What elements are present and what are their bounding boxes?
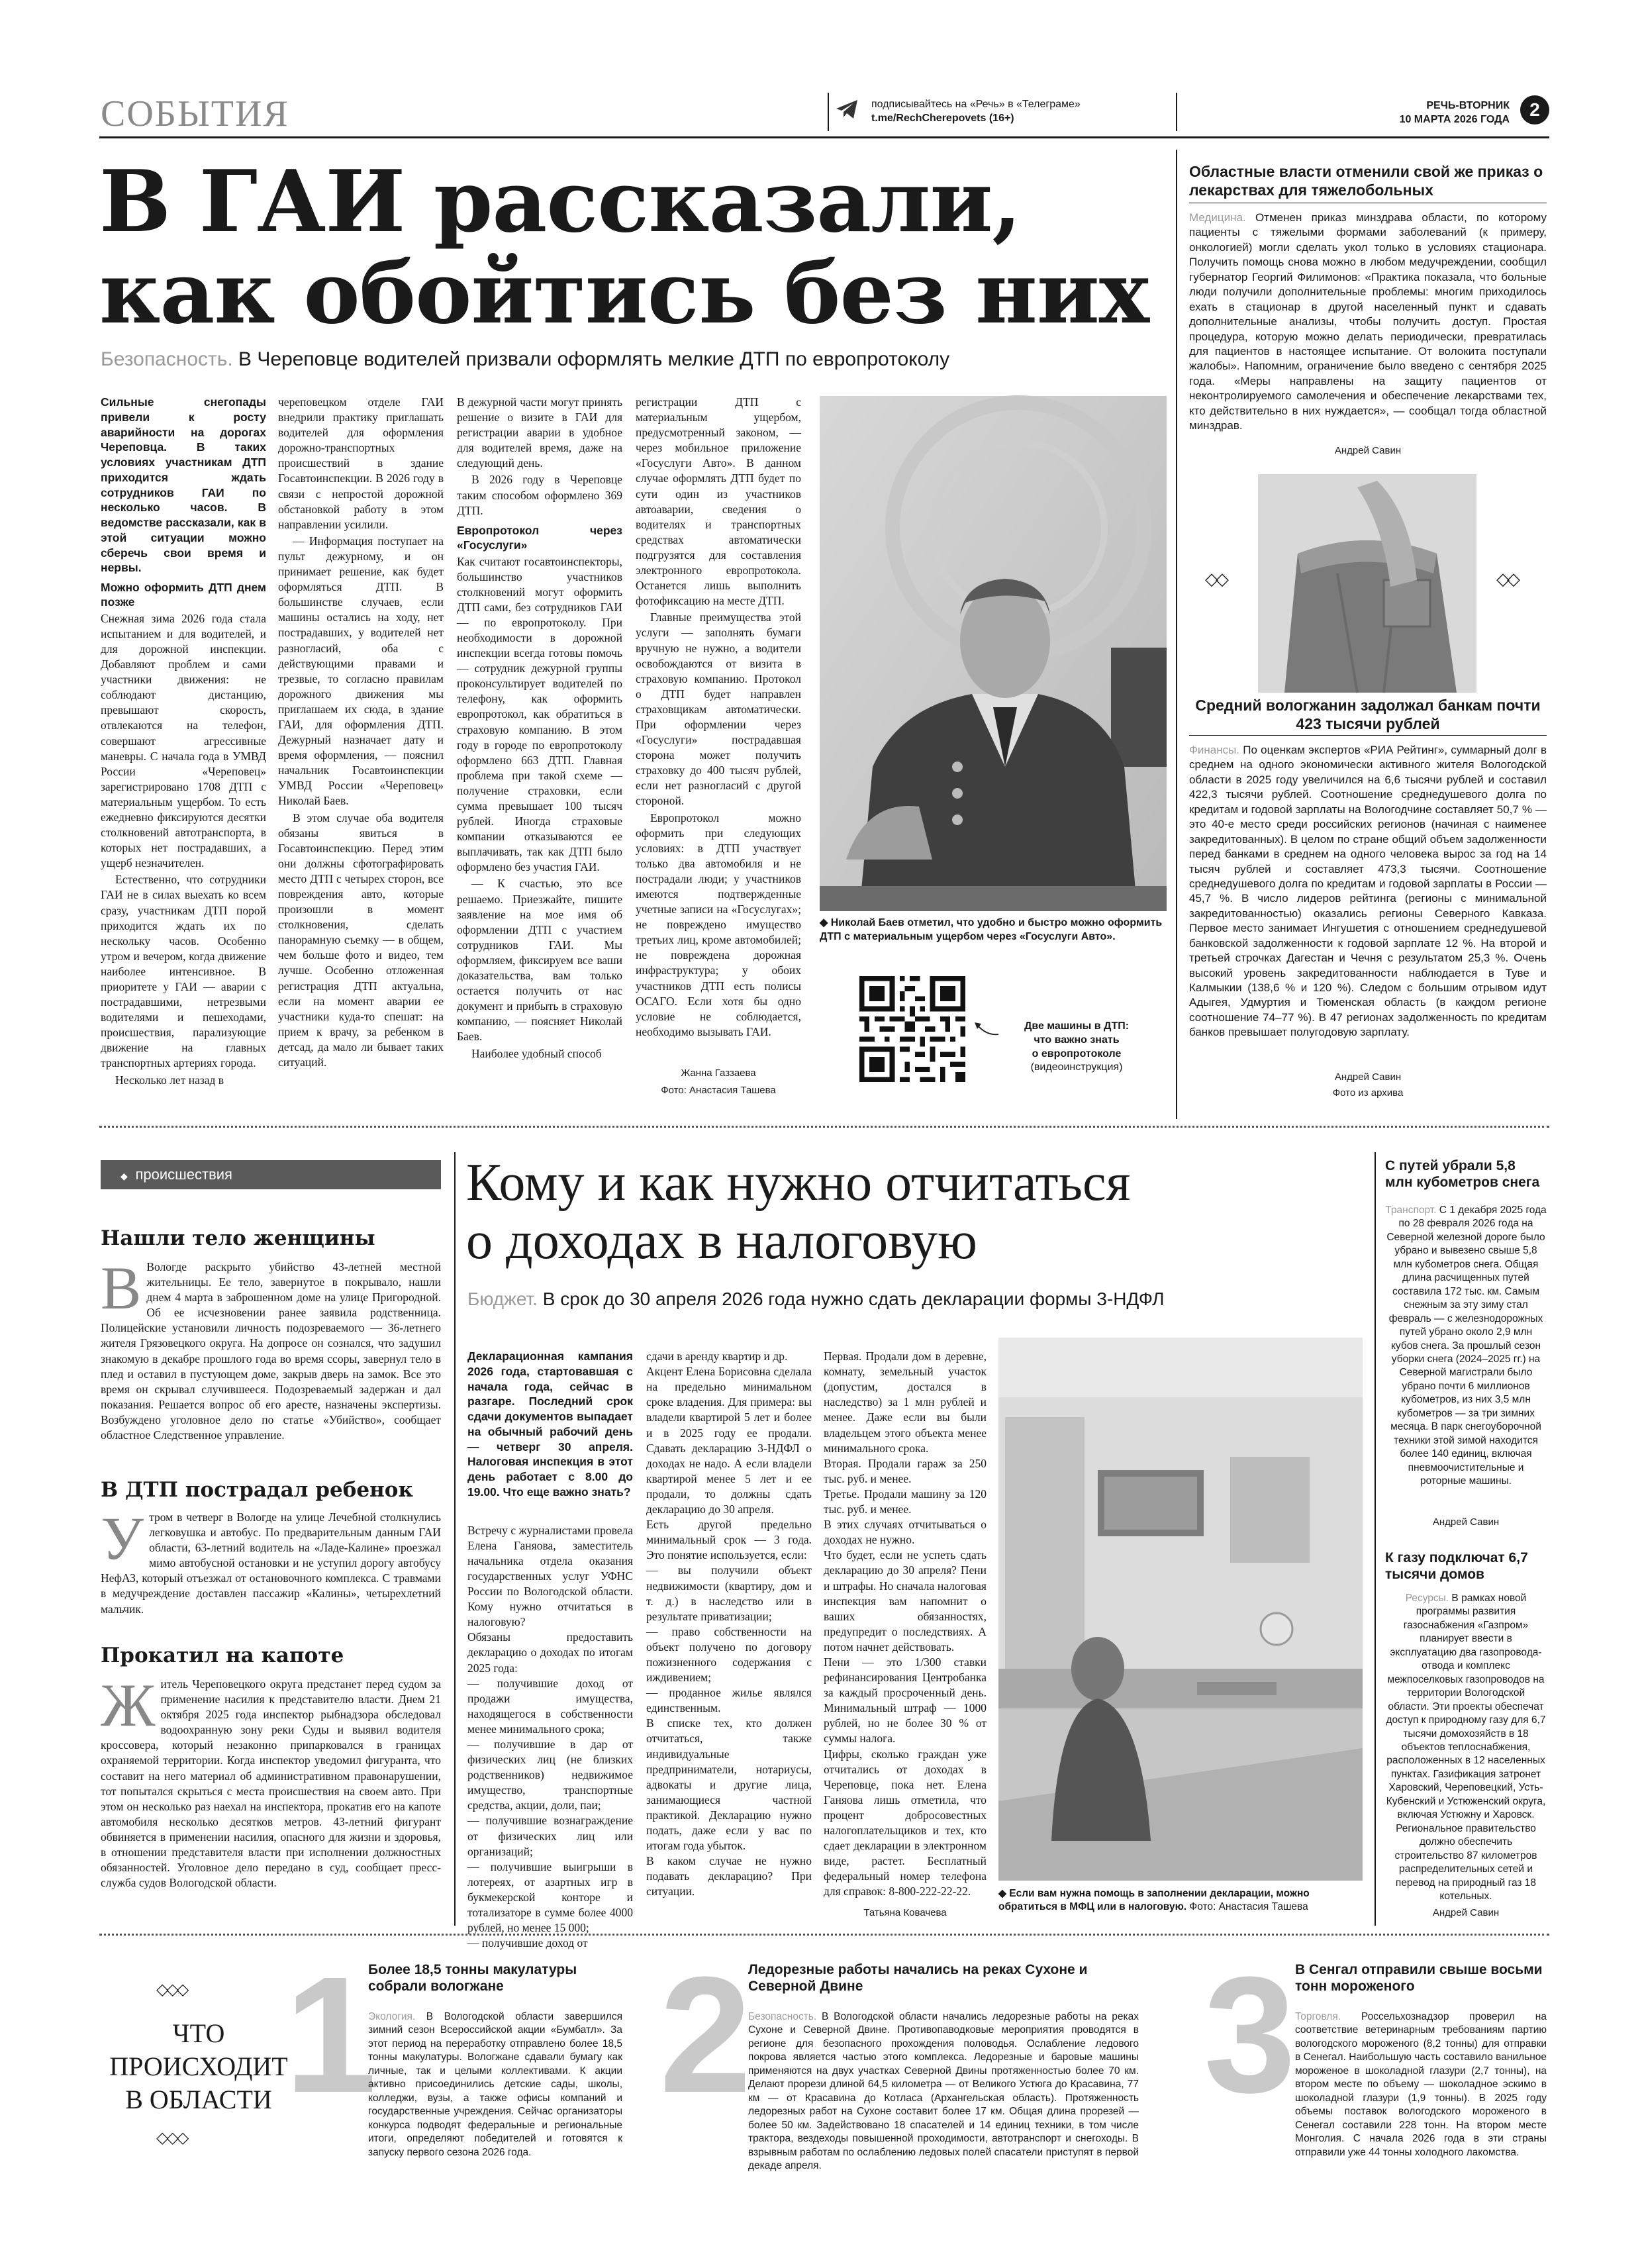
main-col2-p3: В этом случае оба водителя обязаны явиться в Госавтоинспекцию. Перед этим они должны сфотографировать место ДТП с четырех сторон, все повреждения авто, которые произошли в момент столкновения, сделать панорамную съемку — в общем, чем больше фото и видео, тем лучше. Особенно отложенная регистрация ДТП актуальна, если на момент аварии ее участники куда-то спешат: на прием к врачу, за ребенком в детсад, да мало ли бывает таких ситуаций. bbox=[278, 811, 444, 1069]
main-author: Жанна Газзаева bbox=[681, 1067, 756, 1079]
brief-2-body: В Вологодской области начались ледорезные работы на реках Сухоне и Северной Двине. Противопаводковые мероприятия проводятся в регионе для безопасного прохождения половодья. Ослабление ледового покрова является частью этого комплекса. Ледорезные и баровые машины применяются на двух участках Северной Двины протяженностью более 70 км. Делают прорези длиной 64,5 километра — от Великого Устюга до Красавина, 77 км — от Красавина до Котласа (Архангельская область). Протяженность ледорезных работ на Сухоне составит более 17 км. Общая длина прорезей — более 50 км. Задействовано 18 спасателей и 14 единиц техники, в том числе трактора, вездеходы повышенной проходимости, автотранспорт и снегоходы. В взрывным работам по ослаблению ледовых полей спасатели приступят в первой декаде апреля. bbox=[748, 2011, 1139, 2171]
main-sub-2: Европротокол через «Госуслуги» bbox=[457, 523, 622, 552]
main-col3-p3: Как считают госавтоинспекторы, большинство участников столкновений могут оформить ДТП сами, без сотрудников ГАИ — по европротоколу. При необходимости в дорожной инспекции всегда готовы помочь — сотрудник дежурной группы проконсультирует водителей по телефону, как оформить европротокол, как обратиться в страховую компанию. В этом году в городе по европротоколу оформлено 663 ДТП. Главная проблема при такой схеме — получение страховки, если сумма превышает 100 тысяч рублей. Иногда страховые компании отказываются ее выплачивать, так как ДТП было оформлено без участия ГАИ. bbox=[457, 554, 622, 874]
brief-3-rubric: Торговля. bbox=[1295, 2011, 1341, 2022]
paper-issue: РЕЧЬ-ВТОРНИК bbox=[1426, 100, 1510, 111]
medicine-body: Отменен приказ минздрава области, по которому пациенты с тяжелыми формами заболеваний (к примеру, онкологией) могли сделать укол только в условиях стационара. Получить помощь снова можно в любом медучреждении, сообщил губернатор Георгий Филимонов: «Практика показала, что больные люди получили дополнительные проблемы: многим приходилось ехать в стационар в другой населенный пункт и сдавать дополнительные анализы, чтобы получить доступ. Простая процедура, которую можно делать периодически, превратилась для пациентов в настоящее испытание. От волокитa поступали жалобы». Напомним, ограничение было введено с сентября 2025 года. «Меры направлены на защиту пациентов от неконтролируемого самолечения и обеспечение лекарствами тех, кто действительно в них нуждается», — сообщал тогда областной минздрав. bbox=[1189, 211, 1547, 432]
caption-marker-icon: ◆ bbox=[820, 917, 831, 928]
main-headline-line1: В ГАИ рассказали, bbox=[99, 152, 1021, 252]
region-ornament-bottom-icon: ◇◇◇ bbox=[156, 2130, 187, 2147]
incident-1-body: Вологде раскрыто убийство 43-летней местной жительницы. Ее тело, завернутое в покрывало, нашли днем 4 марта в заброшенном доме на улице Пригородной. Об ее исчезновении ранее заявила родственница. Полицейские установили личность подозреваемого — 36-летнего жителя Грязовецкого округа. На допросе он сознался, что задушил знакомую в декабре прошлого года во время ссоры, завернул тело в плед и оставил в пустующем доме, закрыв дверь на замок. Все это время он скрывал случившееся. Подозреваемый задержан и дал показания. Решается вопрос об его аресте, назначены экспертизы. Возбуждено уголовное дело по статье «Убийство», сообщает областное Следственное управление. bbox=[101, 1260, 441, 1442]
brief-3-headline: В Сенгал отправили свыше восьми тонн мороженого bbox=[1295, 1962, 1543, 1995]
qr-code[interactable] bbox=[859, 976, 965, 1082]
incident-2-body: тром в четверг в Вологде на улице Лечебной столкнулись легковушка и автобус. По предварительным данным ГАИ области, 63-летний водитель на «Ладе-Калине» проезжал мимо автобусной остановки и не уступил дорогу автобусу НефАЗ, который отъезжал от остановочного комплекса. С травмами в медучреждение доставлен пассажир «Калины», четырехлетний мальчик. bbox=[101, 1510, 441, 1616]
tax-col2-body: сдачи в аренду квартир и др. Акцент Елена Борисовна сделала на предельно минимальном сроке владения. Для примера: вы владели квартирой 5 лет и более и в 2025 году ее продали. Сдавать декларацию 3-НДФЛ о доходах не надо. А если владели квартирой менее 5 лет и ее продали, то должны сдать декларацию до 30 апреля. Есть другой предельно минимальный срок — 3 года. Это понятие используется, если: — вы получили объект недвижимости (квартиру, дом и т. д.) в наследство или в результате приватизации; — право собственности на объект получено по договору пожизненного содержания с иждивением; — проданное жилье являлся единственным. В списке тех, кто должен отчитаться, также индивидуальные предприниматели, нотариусы, адвокаты и другие лица, занимающиеся частной практикой. Декларацию нужно подать, даже если у вас по итогам года убыток. В каком случае не нужно подавать декларацию? При ситуации. bbox=[646, 1350, 812, 1898]
qr-arrow-icon bbox=[973, 1020, 1000, 1043]
brief-2-headline: Ледорезные работы начались на реках Сухоне и Северной Двине bbox=[748, 1962, 1088, 1995]
issue-info bbox=[1351, 99, 1510, 127]
tax-col-1 bbox=[467, 1334, 633, 1950]
incident-1-text bbox=[101, 1254, 441, 1462]
gas-headline: К газу подключат 6,7 тысячи домов bbox=[1385, 1550, 1528, 1583]
incident-3-dropcap: Ж bbox=[101, 1671, 156, 1739]
jeans-photo bbox=[1258, 474, 1476, 693]
office-caption-text: Если вам нужна помощь в заполнении декларации, можно обратиться в МФЦ или в налоговую. bbox=[998, 1888, 1310, 1913]
gas-author: Андрей Савин bbox=[1432, 1907, 1500, 1918]
finance-text bbox=[1189, 743, 1547, 1063]
medicine-rubric: Медицина. bbox=[1189, 211, 1246, 224]
brief-1-headline: Более 18,5 тонны макулатуры собрали вологжане bbox=[368, 1962, 577, 1995]
brief-number-1: 1 bbox=[285, 1942, 377, 2127]
main-col4-p2: Главные преимущества этой услуги — заполнять бумаги вручную не нужно, а водители освобождаются от визита в страховую компанию. Протокол о ДТП будет направлен страховщикам автоматически. При оформлении через «Госуслуги» пострадавшая сторона может получить страховку до 400 тысяч рублей, если нет разногласий с другой стороной. bbox=[636, 611, 801, 808]
main-col-3 bbox=[457, 395, 622, 1094]
main-sub-1: Можно оформить ДТП днем позже bbox=[101, 581, 266, 609]
main-subhead bbox=[101, 348, 1160, 371]
telegram-link[interactable]: t.me/RechCherepovets (16+) bbox=[871, 112, 1014, 124]
main-col4-p1: регистрации ДТП с материальным ущербом, предусмотренный законом, — через мобильное приложение «Госуслуги Авто». В данном случае оформлять ДТП будет по сути один из участников автоаварии, сведения о водителях и транспортных средствах автоматически подгрузятся для составления электронного европротокола. Останется лишь выполнить фотофиксацию на месте ДТП. bbox=[636, 395, 801, 608]
gas-rubric: Ресурсы. bbox=[1405, 1593, 1449, 1604]
incident-1-headline: Нашли тело женщины bbox=[101, 1226, 375, 1250]
caption-marker-icon-2: ◆ bbox=[998, 1888, 1010, 1899]
diamond-ornament-right-icon: ◇◇ bbox=[1496, 569, 1518, 589]
brief-number-3: 3 bbox=[1204, 1942, 1296, 2127]
officer-caption-text: Николай Баев отметил, что удобно и быстро можно оформить ДТП с материальным ущербом через «Госуслуги Авто». bbox=[820, 917, 1163, 942]
tax-col-2 bbox=[646, 1334, 812, 1926]
incidents-label-text: происшествия bbox=[135, 1166, 232, 1183]
incident-3-body: итель Череповецкого округа предстанет перед судом за применение насилия к представителю власти. Днем 21 октября 2025 года инспектор рыбнадзора обследовал водоохранную зону реки Суды и выявил водителя кроссовера, который незаконно припарковался в границах охраняемой территории. Когда инспектор уведомил фигуранта, что составит на него материал об административном правонарушении, тот попытался скрыться с места происшествия на своем авто. При этом он несколько раз наехал на инспектора, прокатив его на капоте автомобиля несколько десятков метров. 43-летний фигурант обвиняется в применении насилия, опасного для жизни и здоровья, в отношении представителя власти при исполнении должностных обязанностей. Уголовное дело передано в суд, сообщает пресс-служба судов Вологодской области. bbox=[101, 1677, 441, 1890]
main-lead: Сильные снегопады привели к росту аварийности на дорогах Череповца. В таких условиях участникам ДТП приходится ждать сотрудников ГАИ по несколько часов. В ведомстве рассказали, как в этой ситуации можно сберечь свои время и нервы. bbox=[101, 395, 266, 575]
tax-col3-body: Первая. Продали дом в деревне, комнату, земельный участок (допустим, достался в наследство) за 1 млн рублей и менее. Даже если вы были владельцем этого объекта менее минимального срока. Вторая. Продали гараж за 250 тыс. руб. и менее. Третье. Продали машину за 120 тыс. руб. и менее. В этих случаях отчитываться о доходах не нужно. Что будет, если не успеть сдать декларацию до 30 апреля? Пени и штрафы. Но сначала налоговая инспекция вам напомнит о ваших обязанностях, предупредит о последствиях. А потом начнет действовать. Пени — это 1/300 ставки рефинансирования Центробанка за каждый просроченный день. Минимальный штраф — 1000 рублей, но не более 30 % от суммы налога. Цифры, сколько граждан уже отчитались от доходах в Череповце, пока нет. Елена Ганяова лишь отметила, что процент добросовестных налогоплательщиков и тех, кто сдает декларации в электронном виде, растет. Бесплатный федеральный номер телефона для справок: 8-800-222-22-22. bbox=[824, 1350, 987, 1898]
tax-subhead-text: В срок до 30 апреля 2026 года нужно сдать декларации формы 3-НДФЛ bbox=[537, 1289, 1165, 1309]
incident-2-text bbox=[101, 1504, 441, 1624]
main-col-4 bbox=[636, 395, 801, 1063]
snow-rubric: Транспорт. bbox=[1385, 1205, 1437, 1216]
main-col-1 bbox=[101, 395, 266, 1094]
qr-caption-line4: (видеоинструкция) bbox=[1030, 1061, 1123, 1073]
main-photo-credit: Фото: Анастасия Ташева bbox=[661, 1085, 776, 1096]
snow-headline: С путей убрали 5,8 млн кубометров снега bbox=[1385, 1158, 1540, 1191]
office-photo-caption bbox=[998, 1887, 1363, 1914]
medicine-text bbox=[1189, 211, 1547, 436]
brief-1-text bbox=[368, 2010, 622, 2209]
incident-2-headline: В ДТП пострадал ребенок bbox=[101, 1478, 413, 1502]
incidents-label bbox=[101, 1160, 441, 1189]
region-title bbox=[106, 2017, 291, 2116]
telegram-line1: подписывайтесь на «Речь» в «Телеграме» bbox=[871, 99, 1081, 110]
main-subhead-text: В Череповце водителей призвали оформлять мелкие ДТП по европротоколу bbox=[232, 348, 950, 370]
finance-body: По оценкам экспертов «РИА Рейтинг», суммарный долг в среднем на одного экономически активного жителя Вологодской области в 2025 году увеличился на 6,6 тысячи рублей и составил 422,3 тысячи рублей. Соотношение среднедушевого долга по кредитам и годовой зарплаты на Вологодчине составляет 50,7 % — это 40-е место среди российских регионов (начиная с наименее закредитованных). В целом по стране общий объем задолженности перед банками в среднем на одного человека вырос за год на 14 тысяч рублей и составляет 473,3 тысячи. Соотношение среднедушевого долга по кредитам и годовой зарплаты в России — 45,7 %. В число лидеров рейтинга (регионы с минимальной закредитованностью) оказались регионы Северного Кавказа. Первое место занимает Ингушетия с отношением среднедушевой банковской задолженности к годовой зарплате 12 %. На второй и третьей строчках Дагестан и Чечня с результатом 25,3 %. Очень высокий уровень закредитованности наблюдается в Туве и Калмыкии (138,6 % и 120 %). Следом с большим отрывом идут Адыгея, Удмуртия и Тюменская область (в каждом регионе соотношение 74–77 %). В 47 регионах задолженность по кредитам банков превышает полугодовую зарплату. bbox=[1189, 744, 1547, 1039]
region-title-line2: ПРОИСХОДИТ bbox=[109, 2051, 288, 2081]
snow-body: С 1 декабря 2025 года по 28 февраля 2026 года на Северной железной дороге было убрано и вывезено свыше 5,8 млн кубометров снега. Общая длина расчищенных путей составила 172 тыс. км. Самым снежным за эту зиму стал февраль — с железнодорожных путей убрано около 2,9 млн кубов снега. За прошлый сезон уборки снега (2024–2025 гг.) на Северной магистрали было убрано почти 6 миллионов кубометров, из них 3,5 млн кубометров — за три зимних месяца. В парк снегоуборочной техники этой зимой находится более 140 единиц, включая пневмоочистительные и роторные машины. bbox=[1386, 1205, 1547, 1487]
finance-photo-credit: Фото из архива bbox=[1332, 1087, 1404, 1099]
finance-headline: Средний вологжанин задолжал банкам почти 423 тысячи рублей bbox=[1195, 697, 1541, 732]
medicine-headline: Областные власти отменили свой же приказ о лекарствах для тяжелобольных bbox=[1189, 163, 1543, 199]
tax-headline bbox=[466, 1154, 1130, 1270]
main-col3-p2: В 2026 году в Череповце таким способом оформлено 369 ДТП. bbox=[457, 473, 622, 517]
brief-2-text bbox=[748, 2010, 1139, 2209]
region-title-line1: ЧТО bbox=[172, 2018, 225, 2048]
brief-1-rubric: Экология. bbox=[368, 2011, 416, 2022]
qr-caption-line3: о европротоколе bbox=[1032, 1048, 1122, 1060]
snow-text bbox=[1385, 1204, 1547, 1501]
tax-col1-body: Встречу с журналистами провела Елена Ганяова, заместитель начальника отдела оказания государственных услуг УФНС России по Вологодской области. Кому нужно отчитаться в налоговую? Обязаны предоставить декларацию о доходах по итогам 2025 года: — получившие доход от продажи имущества, находящегося в собственности менее минимального срока; — получившие в дар от физических лиц (не близких родственников) недвижимое имущество, транспортные средства, акции, доли, паи; — получившие вознаграждение от физических лиц или организаций; — получившие выигрыши в лотереях, от азартных игр в букмекерской конторе и тотализаторе в сумме более 4000 рублей, но менее 15 000; — получившие доход от bbox=[467, 1523, 633, 1950]
main-headline bbox=[99, 152, 1149, 343]
tax-headline-line2: о доходах в налоговую bbox=[466, 1212, 977, 1270]
gas-body: В рамках новой программы развития газоснабжения «Газпром» планирует ввести в эксплуатацию два газопровода-отвода и комплекс межпоселковых газопроводов на территории Вологодской области. Эти проекты обеспечат доступ к природному газу для 6,7 тысячи домохозяйств в 18 объектов теплоснабжения, расположенных в 12 населенных пунктах. Газификация затронет Харовский, Череповецкий, Усть-Кубенский и Устюженский округа, включая Устюжну и Харовск. Региональное правительство должно обеспечить строительство 87 километров распределительных сетей и перевод на природный газ 18 котельных. bbox=[1386, 1593, 1546, 1902]
finance-author: Андрей Савин bbox=[1334, 1071, 1402, 1083]
office-photo bbox=[998, 1338, 1363, 1881]
main-col3-p1: В дежурной части могут принять решение о визите в ГАИ для регистрации аварии в удобное для водителей время, даже на следующий день. bbox=[457, 395, 622, 470]
main-col1-p1: Снежная зима 2026 года стала испытанием и для водителей, и для дорожной инспекции. Добавляют проблем и сами участники движения: не соблюдают дистанцию, превышают скорость, отвлекаются на телефон, совершают агрессивные маневры. С начала года в УМВД России «Череповец» зарегистрировано 1708 ДТП с материальным ущербом. То есть ежедневно фиксируются десятки столкновений автотранспорта, в которых нет пострадавших, а ущерб незначителен. bbox=[101, 611, 266, 870]
incidents-marker-icon: ◆ bbox=[121, 1171, 136, 1181]
finance-rubric: Финансы. bbox=[1189, 744, 1240, 756]
region-ornament-top-icon: ◇◇◇ bbox=[156, 1981, 187, 1998]
region-title-line3: В ОБЛАСТИ bbox=[125, 2085, 272, 2114]
main-col2-p1: череповецком отделе ГАИ внедрили практику приглашать водителей для оформления дорожно-транспортных происшествий в здание Госавтоинспекции. В 2026 году в связи с непростой дорожной обстановкой работу в этом направлении усилили. bbox=[278, 395, 444, 531]
page-number: 2 bbox=[1520, 95, 1549, 124]
main-subhead-rubric: Безопасность. bbox=[101, 348, 233, 370]
main-col1-p3: Несколько лет назад в bbox=[115, 1073, 224, 1087]
telegram-icon bbox=[836, 99, 858, 123]
main-col4-p3: Европротокол можно оформить при следующих условиях: в ДТП участвует только два автомобиля и не пострадали люди; у участников имеются подтвержденные учетные записи на «Госуслугах»; не повреждено имущество третьих лиц, кроме автомобилей; не повреждена дорожная инфраструктура; у обоих участников ДТП есть полисы ОСАГО. Если хотя бы одно условие не соблюдается, необходимо вызывать ГАИ. bbox=[636, 811, 801, 1038]
incident-3-headline: Прокатил на капоте bbox=[101, 1644, 344, 1667]
qr-caption-line2: что важно знать bbox=[1034, 1034, 1120, 1046]
main-col3-p4: — К счастью, это все решаемо. Приезжайте, пишите заявление на мое имя об оформлении ДТП с участием сотрудников ГАИ. Мы оформляем, фиксируем все ваши доказательства, вам только остается получить от нас документ и прибыть в страховую компанию, — поясняет Николай Баев. bbox=[457, 877, 622, 1044]
diamond-ornament-left-icon: ◇◇ bbox=[1205, 569, 1226, 589]
incident-2-dropcap: У bbox=[101, 1504, 144, 1572]
brief-2-rubric: Безопасность. bbox=[748, 2011, 817, 2022]
gas-text bbox=[1385, 1592, 1547, 1902]
medicine-author: Андрей Савин bbox=[1334, 445, 1402, 456]
tax-rubric: Бюджет. bbox=[467, 1289, 538, 1309]
main-col2-p2: — Информация поступает на пульт дежурному, и он принимает решение, как будет оформляться ДТП. В большинстве случаев, если машины остались на ходу, нет пострадавших, у водителей нет разногласий, оба с действующими правами и трезвые, то согласно правилам дорожного движения мы приглашаем их сюда, в здание ГАИ, для оформления ДТП. Дежурный назначает дату и время оформления, — пояснил начальник Госавтоинспекции УМВД России «Череповец» Николай Баев. bbox=[278, 534, 444, 808]
tax-col-3 bbox=[824, 1334, 987, 1897]
brief-3-body: Россельхознадзор проверил на соответствие ветеринарным требованиям партию вологодского мороженого (8,2 тонны) для отправки в Сенегал. Наибольшую часть составило ванильное мороженое в шоколадной глазури (2,7 тонны), на втором месте по объему — шоколадное эскимо в шоколадной глазури (1,9 тонны). В 2025 году объемы поставок вологодского мороженого в Сенегал составили 228 тонн. На втором месте Монголия. С начала 2026 года в эти страны отправили уже 44 тонны холодного лакомства. bbox=[1295, 2011, 1547, 2158]
tax-headline-line1: Кому и как нужно отчитаться bbox=[466, 1154, 1131, 1212]
qr-caption bbox=[997, 1020, 1156, 1075]
tax-lead: Декларационная кампания 2026 года, стартовавшая с начала года, сейчас в разгаре. Последний срок сдачи документов выпадает на обычный рабочий день — четверг 30 апреля. Налоговая инспекция в этот день работает с 8.00 до 19.00. Что еще важно знать? bbox=[467, 1350, 633, 1499]
brief-3-text bbox=[1295, 2010, 1547, 2209]
incident-1-dropcap: В bbox=[101, 1254, 142, 1322]
officer-photo-caption bbox=[820, 916, 1164, 944]
main-col-2 bbox=[278, 395, 444, 1094]
section-title: СОБЫТИЯ bbox=[101, 93, 289, 134]
issue-date: 10 МАРТА 2026 ГОДА bbox=[1399, 113, 1510, 125]
incident-3-text bbox=[101, 1671, 441, 1916]
qr-caption-line1: Две машины в ДТП: bbox=[1024, 1020, 1130, 1032]
main-headline-line2: как обойтись без них bbox=[99, 244, 1149, 343]
tax-subhead bbox=[467, 1289, 1368, 1310]
tax-photo-credit: Фото: Анастасия Ташева bbox=[1189, 1901, 1308, 1913]
tax-author: Татьяна Ковачева bbox=[863, 1907, 947, 1918]
brief-number-2: 2 bbox=[659, 1942, 752, 2127]
snow-author: Андрей Савин bbox=[1432, 1516, 1500, 1528]
telegram-promo[interactable] bbox=[871, 98, 1081, 126]
officer-photo bbox=[820, 396, 1167, 911]
main-col3-p5: Наиболее удобный способ bbox=[471, 1046, 602, 1060]
main-col1-p2: Естественно, что сотрудники ГАИ не в силах выехать ко всем сразу, участникам ДТП порой приходится ждать их по нескольку часов. Особенно утром и вечером, когда движение наиболее интенсивное. В приоритете у ГАИ — аварии с пострадавшими, нетрезвыми водителями и пешеходами, происшествия, парализующие движение на главных транспортных артериях города. bbox=[101, 873, 266, 1070]
brief-1-body: В Вологодской области завершился зимний сезон Всероссийской акции «Бумбатл». За этот период на переработку отправлено более 18,5 тонны макулатуры. Вологжане сдавали бумагу как личные, так и целыми коллективами. К акции активно присоединились детские сады, школы, колледжи, вузы, а также офисы компаний и государственные учреждения. Сейчас организаторы конкурса подводят федеральные и региональные итоги, определяют победителей и готовятся к запуску первого сезона 2026 года. bbox=[368, 2011, 622, 2158]
